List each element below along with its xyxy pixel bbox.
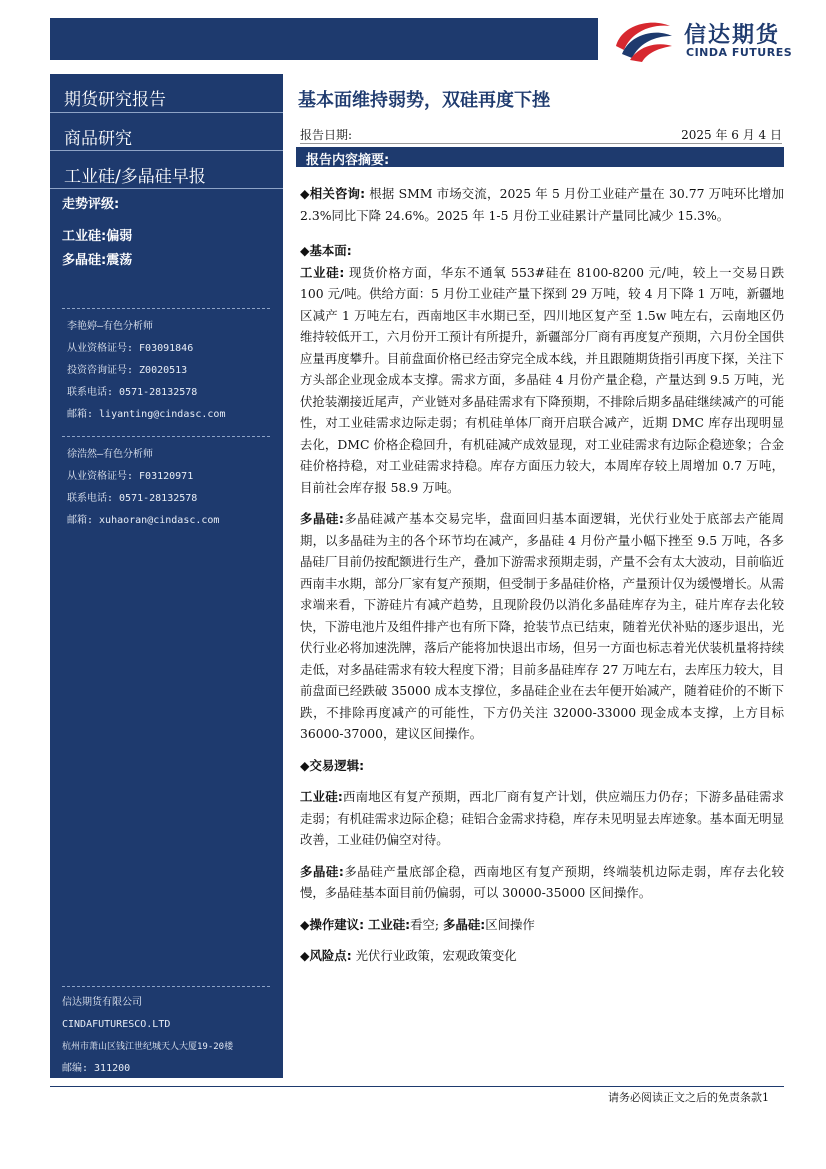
summary-heading: 报告内容摘要:	[296, 147, 784, 167]
fundamental-si-label: 工业硅:	[300, 264, 345, 280]
rating-industrial-si: 工业硅:偏弱	[62, 229, 133, 244]
logic-si-paragraph	[300, 786, 784, 851]
logic-poly-label: 多晶硅:	[300, 863, 344, 879]
advice-si-label: 工业硅:	[368, 916, 411, 932]
fundamental-heading: ◆基本面:	[300, 243, 352, 258]
report-type: 期货研究报告	[50, 74, 283, 113]
logo-english-name: CINDA FUTURES	[686, 46, 793, 59]
advice-heading: ◆操作建议:	[300, 916, 365, 932]
company-info	[62, 992, 274, 1080]
consult-text: 根据 SMM 市场交流，2025 年 5 月份工业硅产量在 30.77 万吨环比增加 2.3%同比下降 24.6%。2025 年 1-5 月份工业硅累计产量同比减少 15.3%。	[300, 186, 784, 223]
cinda-logo-icon	[612, 16, 674, 62]
risk-paragraph	[300, 945, 784, 967]
analyst-email: 邮箱: xuhaoran@cindasc.com	[67, 515, 220, 526]
report-category: 商品研究	[50, 113, 283, 151]
advice-poly-label: 多晶硅:	[443, 916, 486, 932]
analyst-divider	[62, 436, 270, 437]
analyst-card	[67, 444, 277, 532]
logic-poly-text: 多晶硅产量底部企稳，西南地区有复产预期，终端装机边际走弱，库存去化较慢，多晶硅基本面目前仍偏弱，可以 30000-35000 区间操作。	[300, 863, 784, 900]
risk-text: 光伏行业政策，宏观政策变化	[355, 948, 517, 963]
rating-polysilicon: 多晶硅:震荡	[62, 253, 133, 268]
report-body	[300, 183, 784, 967]
report-date-row	[300, 126, 782, 144]
fundamental-si-paragraph	[300, 262, 784, 499]
footer-disclaimer: 请务必阅读正文之后的免责条款1	[608, 1091, 769, 1104]
report-product: 工业硅/多晶硅早报	[50, 151, 283, 189]
analyst-email: 邮箱: liyanting@cindasc.com	[67, 409, 226, 420]
advice-si-text: 看空;	[410, 916, 440, 932]
company-logo	[612, 16, 802, 62]
logic-si-text: 西南地区有复产预期，西北厂商有复产计划，供应端压力仍存；下游多晶硅需求走弱；有机硅需求边际企稳；硅铝合金需求持稳，库存未见明显去库迹象。基本面无明显改善，工业硅仍偏空对待。	[300, 789, 784, 847]
risk-heading: ◆风险点:	[300, 948, 352, 963]
date-value: 2025 年 6 月 4 日	[681, 128, 782, 142]
top-banner	[50, 18, 598, 60]
consult-paragraph	[300, 183, 784, 226]
company-postcode: 邮编: 311200	[62, 1063, 131, 1074]
analyst-qualification: 从业资格证号: F03091846	[67, 343, 194, 354]
fundamental-poly-paragraph	[300, 508, 784, 745]
advice-poly-text: 区间操作	[485, 916, 535, 932]
analyst-card	[67, 316, 277, 426]
rating-title: 走势评级:	[62, 197, 120, 212]
sidebar	[50, 74, 283, 1078]
date-label: 报告日期:	[300, 128, 353, 142]
company-name: 信达期货有限公司	[62, 997, 142, 1008]
report-title: 基本面维持弱势，双硅再度下挫	[298, 90, 550, 111]
analyst-qualification: 从业资格证号: F03120971	[67, 471, 194, 482]
advice-paragraph	[300, 914, 784, 936]
fundamental-poly-text: 多晶硅减产基本交易完毕，盘面回归基本面逻辑，光伏行业处于底部去产能周期，以多晶硅为主的各个环节均在减产，多晶硅 4 月份产量小幅下挫至 9.5 万吨，各多晶硅厂目前仍按配额进行生产，叠加下游需求预期走弱，产量不会有太大波动，目前临近西南丰水期，部分厂家有复产预期，但受制于多晶硅价格，产量预计仅为缓慢增长。从需求端来看，下游硅片有减产趋势，且现阶段仍以消化多晶硅库存为主，硅片库存去化较快，下游电池片及组件排产也有所下降，抢装节点已结束，随着光伏补贴的逐步退出，光伏行业必将加速洗牌，落后产能将加快退出市场，但另一方面也标志着光伏装机量将持续走低，对多晶硅需求有较大程度下滑；目前多晶硅库存 27 万吨左右，去库压力较大，目前盘面已经跌破 35000 成本支撑位，多晶硅企业在去年便开始减产，随着硅价的不断下跌，不排除再度减产的可能性，下方仍关注 32000-33000 现金成本支撑，上方目标 36000-37000，建议区间操作。	[300, 511, 784, 741]
fundamental-poly-label: 多晶硅:	[300, 511, 344, 526]
analyst-consult-cert: 投资咨询证号: Z0020513	[67, 365, 188, 376]
logo-chinese-name: 信达期货	[684, 23, 781, 48]
analyst-name: 徐浩然—有色分析师	[67, 449, 154, 460]
analyst-divider	[62, 308, 270, 309]
company-address: 杭州市萧山区钱江世纪城天人大厦19-20楼	[62, 1042, 234, 1052]
footer-rule	[50, 1086, 784, 1087]
company-site: CINDAFUTURESCO.LTD	[62, 1019, 171, 1030]
trend-rating	[50, 189, 283, 273]
analyst-name: 李艳婷—有色分析师	[67, 321, 154, 332]
logic-si-label: 工业硅:	[300, 789, 343, 804]
company-divider	[62, 986, 270, 987]
logic-poly-paragraph	[300, 861, 784, 904]
logic-heading: ◆交易逻辑:	[300, 757, 365, 773]
analyst-phone: 联系电话: 0571-28132578	[67, 387, 198, 398]
analyst-phone: 联系电话: 0571-28132578	[67, 493, 198, 504]
fundamental-si-text: 现货价格方面，华东不通氧 553#硅在 8100-8200 元/吨，较上一交易日跌 100 元/吨。供给方面：5 月份工业硅产量下探到 29 万吨，较 4 月下降 1 万吨，新疆地区减产 1 万吨左右，西南地区丰水期已至，四川地区复产至 1.5w 吨左右，云南地区仍维持较低开工，六月份开工预计有所提升，新疆部分厂商有再度复产预期，六月份全国供应量再度攀升。目前盘面价格已经击穿完全成本线，并且跟随期货指引再度下探，关注下方头部企业现金成本支撑。需求方面，多晶硅 4 月份产量企稳，产量达到 9.5 万吨，光伏抢装潮接近尾声，产业链对多晶硅需求有下降预期，不排除后期多晶硅继续减产的可能性，对工业硅需求边际走弱；有机硅单体厂商开启联合减产，近期 DMC 库存出现明显去化，DMC 价格企稳回升，有机硅减产成效显现，对工业硅需求有边际企稳迹象；合金硅价格持稳，对工业硅需求持稳。库存方面压力较大，本周库存较上周增加 0.7 万吨，目前社会库存报 58.9 万吨。	[300, 264, 784, 495]
consult-heading: ◆相关咨询:	[300, 186, 366, 201]
